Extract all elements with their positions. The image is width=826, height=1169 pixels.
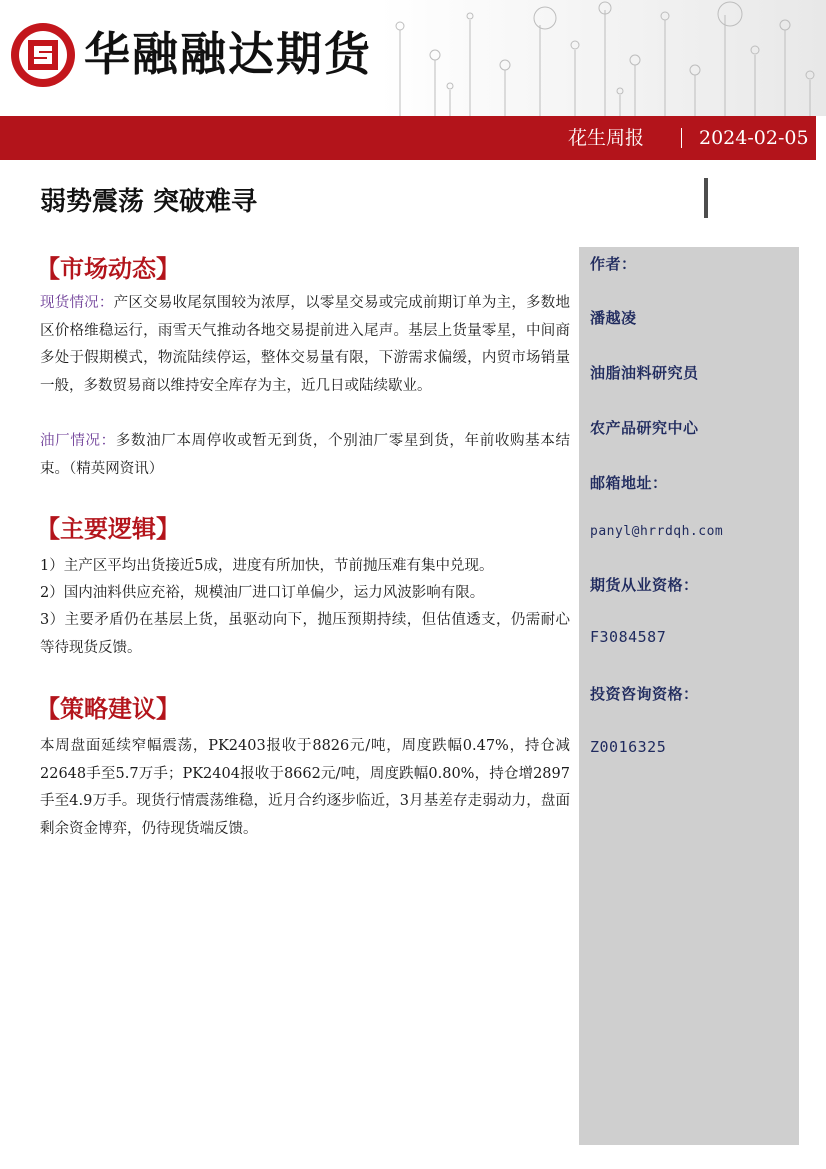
report-title: 弱势震荡 突破难寻 [40,187,258,217]
author-label: 作者： [590,255,637,273]
strategy-paragraph: 本周盘面延续窄幅震荡，PK2403报收于8826元/吨，周度跌幅0.47%，持仓减22648手至5.7万手；PK2404报收于8662元/吨，周度跌幅0.80%，持仓增2897手至4.9万手。现货行情震荡维稳，近月合约逐步临近，3月基差存走弱动力，盘面剩余资金博弈，仍待现货端反馈。 [40,738,570,837]
section-heading-strategy: 【策略建议】 [36,694,180,723]
spot-paragraph [40,290,570,400]
spot-text: 产区交易收尾氛围较为浓厚，以零星交易或完成前期订单为主，多数地区价格维稳运行，雨雪天气推动各地交易提前进入尾声。基层上货量零星，中间商多处于假期模式，物流陆续停运，整体交易量有限，下游需求偏缓，内贸市场销量一般，多数贸易商以维持安全库存为主，近几日或陆续歇业。 [40,295,571,394]
license-number: F3084587 [590,628,667,646]
section-heading-logic: 【主要逻辑】 [36,514,180,543]
mill-label: 油厂情况： [40,433,116,449]
bar-divider [681,128,682,148]
section-heading-market: 【市场动态】 [36,254,180,283]
author-name: 潘越凌 [590,309,637,327]
advisory-label: 投资咨询资格： [590,685,699,703]
logic-item: 3）主要矛盾仍在基层上货，虽驱动向下，抛压预期持续，但估值透支，仍需耐心等待现货反馈。 [40,612,570,656]
logic-item: 2）国内油料供应充裕，规模油厂进口订单偏少，运力风波影响有限。 [40,585,485,601]
mill-text: 多数油厂本周停收或暂无到货，个别油厂零星到货，年前收购基本结束。（精英网资讯） [40,433,571,477]
email-label: 邮箱地址： [590,474,668,492]
author-position: 油脂油料研究员 [590,364,699,382]
header-decoration [380,0,826,116]
advisory-number: Z0016325 [590,738,667,756]
license-label: 期货从业资格： [590,576,699,594]
report-type: 花生周报 [568,127,645,149]
logic-item: 1）主产区平均出货接近5成，进度有所加快，节前抛压难有集中兑现。 [40,558,494,574]
title-bar [0,116,816,160]
email-address[interactable]: panyl@hrrdqh.com [590,524,724,539]
report-header [0,0,826,116]
spot-label: 现货情况： [40,295,114,311]
mill-paragraph [40,428,570,483]
company-name: 华融融达期货 [84,27,372,81]
author-department: 农产品研究中心 [590,419,699,437]
report-date: 2024-02-05 [699,127,809,149]
title-mark [704,178,708,218]
company-logo-icon [8,20,78,90]
